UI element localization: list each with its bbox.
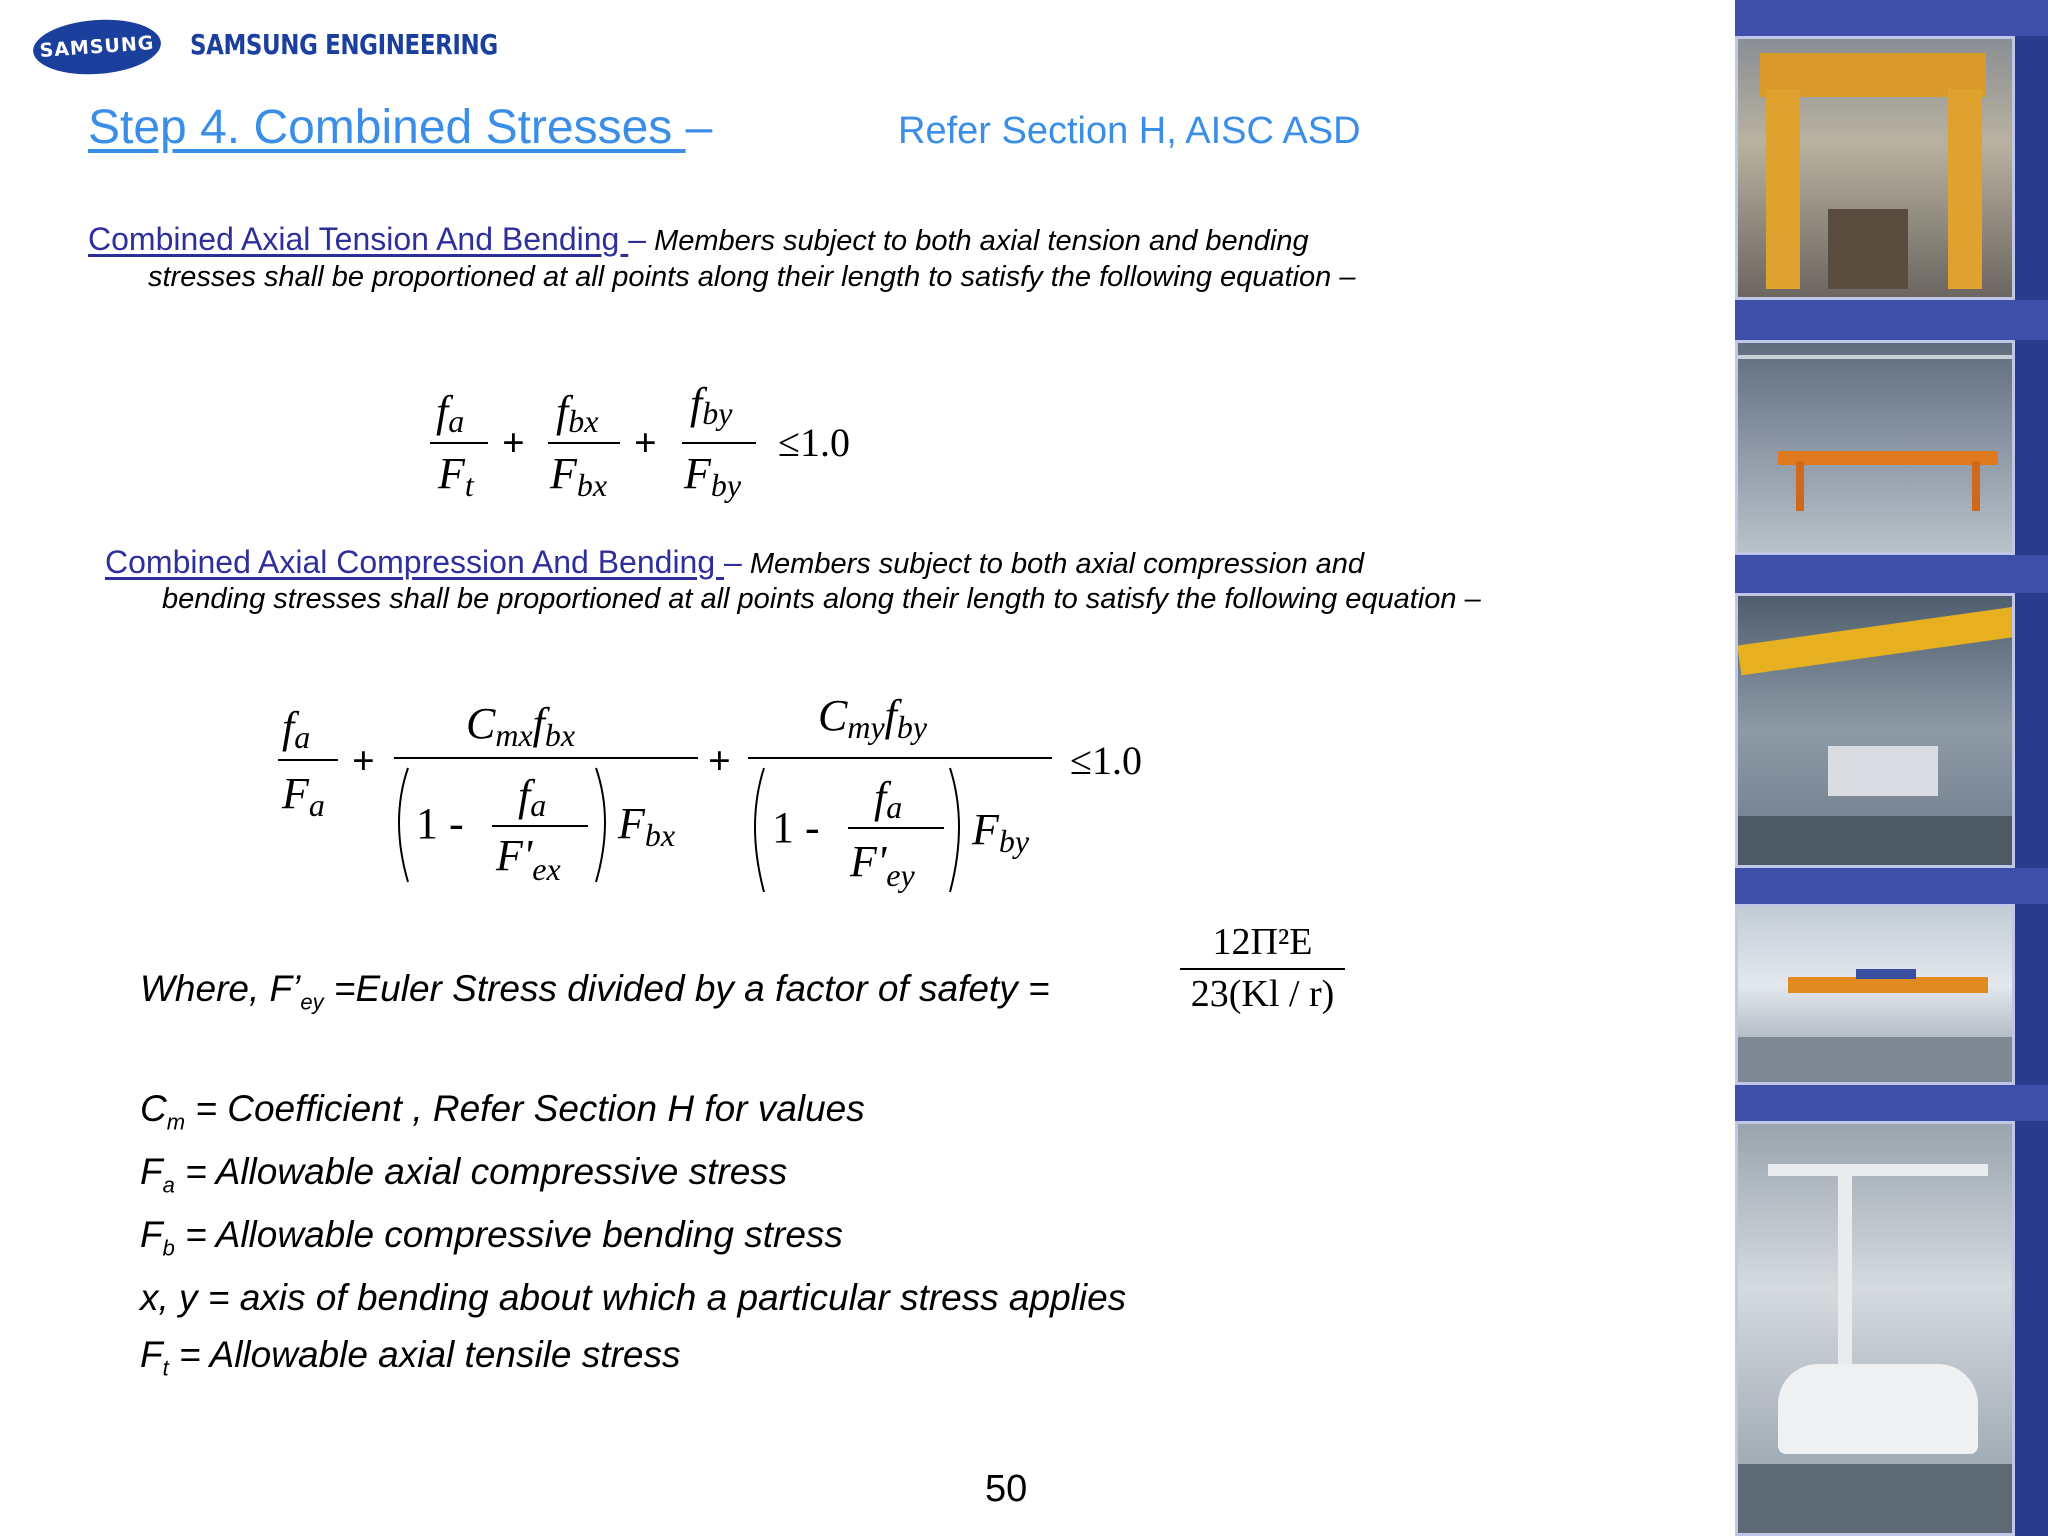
compression-equation bbox=[270, 690, 1190, 910]
eq1-fa: fa bbox=[436, 387, 465, 439]
svg-text:fa: fa bbox=[518, 771, 547, 823]
svg-text:Fa: Fa bbox=[282, 769, 325, 823]
samsung-logo bbox=[31, 16, 162, 79]
compression-line2: bending stresses shall be proportioned at all points along their length to satisfy the following equation – bbox=[162, 583, 1481, 615]
euler-denominator: 23(Kl / r) bbox=[1190, 973, 1335, 1015]
definition-cm: $C_m$ = Coefficient , Refer Section H for values bbox=[140, 1088, 865, 1135]
svg-text:Fby: Fby bbox=[684, 449, 742, 503]
svg-text:F'ex: $F'_{ex}$ bbox=[496, 831, 561, 887]
eq1-Ft: Ft bbox=[438, 449, 474, 503]
svg-text:Cmyfby: Cmyfby bbox=[818, 691, 928, 745]
svg-text:+: + bbox=[708, 738, 731, 783]
overhead-crane-hall-photo bbox=[1735, 340, 2015, 555]
title-text[interactable]: Step 4. Combined Stresses bbox=[88, 101, 686, 154]
title-reference: Refer Section H, AISC ASD bbox=[898, 110, 1361, 152]
svg-text:Fbx: Fbx bbox=[550, 449, 608, 503]
svg-text:fby: fby bbox=[690, 379, 733, 431]
euler-numerator: 12Π²E bbox=[1180, 920, 1345, 970]
eq1-limit: ≤1.0 bbox=[778, 420, 850, 465]
logo-text: SAMSUNG bbox=[38, 32, 156, 62]
definition-fb: $F_b$ = Allowable compressive bending stress bbox=[140, 1214, 843, 1261]
svg-text:Fbx: Fbx bbox=[618, 799, 676, 853]
bridge-crane-yellow-photo bbox=[1735, 593, 2015, 868]
definition-fa: $F_a$ = Allowable axial compressive stress bbox=[140, 1151, 788, 1198]
svg-text:+: + bbox=[352, 738, 375, 783]
svg-text:fbx: fbx bbox=[556, 387, 599, 439]
svg-text:F'ey: $F'_{ey}$ bbox=[850, 837, 915, 893]
definition-xy: x, y = axis of bending about which a particular stress applies bbox=[140, 1277, 1127, 1318]
definition-ft: $F_t$ = Allowable axial tensile stress bbox=[140, 1334, 681, 1381]
euler-definition: Where, $F’_{ey}$ =Euler Stress divided by a factor of safety = bbox=[140, 968, 1050, 1015]
svg-text:1 -: 1 - bbox=[772, 803, 820, 852]
tension-heading-link[interactable]: Combined Axial Tension And Bending bbox=[88, 221, 629, 257]
svg-text:+: + bbox=[634, 420, 657, 465]
gantry-crane-photo bbox=[1735, 36, 2015, 300]
page-title bbox=[88, 100, 712, 155]
compression-heading-link[interactable]: Combined Axial Compression And Bending bbox=[105, 544, 725, 580]
crane-factory-photo bbox=[1735, 904, 2015, 1085]
tension-line1: Members subject to both axial tension and bending bbox=[646, 225, 1309, 257]
compression-dash: – bbox=[724, 544, 742, 580]
tension-dash: – bbox=[628, 221, 647, 257]
tension-line2: stresses shall be proportioned at all points along their length to satisfy the following equation – bbox=[148, 261, 1356, 293]
svg-text:fa: fa bbox=[282, 703, 311, 755]
tension-paragraph bbox=[88, 220, 1309, 260]
photo-strip bbox=[1735, 0, 2048, 1536]
title-dash: – bbox=[685, 101, 713, 154]
svg-text:+: + bbox=[502, 420, 525, 465]
eq2-limit: ≤1.0 bbox=[1070, 738, 1142, 783]
svg-text:fa: fa bbox=[874, 773, 903, 825]
page-number: 50 bbox=[985, 1468, 1028, 1510]
tension-equation bbox=[420, 370, 900, 510]
brand-name: SAMSUNG ENGINEERING bbox=[190, 28, 498, 61]
compression-paragraph bbox=[105, 543, 1364, 583]
svg-text:Fby: Fby bbox=[972, 805, 1030, 859]
automated-line-photo bbox=[1735, 1121, 2015, 1536]
svg-text:Cmxfbx: Cmxfbx bbox=[466, 699, 576, 753]
compression-line1: Members subject to both axial compression and bbox=[741, 548, 1365, 580]
euler-fraction bbox=[1180, 920, 1345, 1016]
svg-text:1 -: 1 - bbox=[416, 799, 464, 848]
